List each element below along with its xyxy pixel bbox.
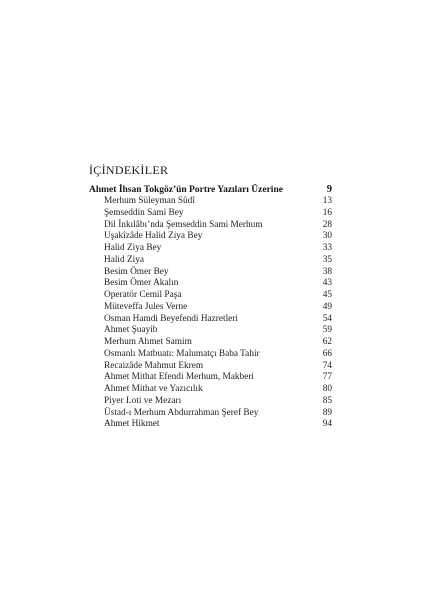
toc-entry-page: 28	[322, 219, 332, 230]
toc-entry	[89, 349, 332, 361]
toc-entry	[89, 220, 332, 232]
toc-entry	[89, 337, 332, 349]
toc-heading: İÇİNDEKİLER	[89, 163, 169, 177]
toc-entry-page: 38	[322, 266, 332, 277]
toc-entry-page: 16	[322, 207, 332, 218]
toc-section-row	[89, 184, 332, 196]
toc-entry	[89, 231, 332, 243]
toc-entry-title: Şemseddin Sami Bey	[104, 207, 184, 218]
toc-entry-title: Ahmet Mithat ve Yazıcılık	[104, 384, 203, 394]
toc-entry-list	[89, 196, 332, 431]
toc-entry-page: 89	[322, 407, 332, 418]
toc-entry-title: Merhum Süleyman Sûdî	[104, 196, 195, 206]
toc-entry	[89, 372, 332, 384]
toc-entry-title: Ahmet Hikmet	[104, 419, 160, 430]
toc-entry-title: Osman Hamdi Beyefendi Hazretleri	[104, 313, 238, 324]
toc-entry-page: 45	[322, 290, 332, 300]
toc-entry-title: Operatör Cemil Paşa	[104, 290, 182, 300]
toc-entry-title: Uşakîzâde Halid Ziya Bey	[104, 231, 203, 242]
toc-entry-page: 85	[322, 395, 332, 406]
toc-entry-title: Ahmet Şuayib	[104, 325, 158, 336]
toc-entry-title: Merhum Ahmet Samim	[104, 337, 192, 347]
toc-entry	[89, 255, 332, 267]
toc-entry-title: Osmanlı Matbuatı: Malumatçı Baba Tahir	[104, 348, 260, 359]
toc-entry-title: Müteveffa Jules Verne	[104, 301, 188, 312]
toc-entry	[89, 196, 332, 208]
toc-entry	[89, 290, 332, 302]
toc-entry-title: Ahmet Mithat Efendi Merhum, Makberi	[104, 372, 255, 383]
toc-section-title: Ahmet İhsan Tokgöz’ün Portre Yazıları Üzerine	[89, 185, 283, 195]
toc-entry-page: 74	[322, 360, 332, 371]
toc-entry	[89, 396, 332, 408]
toc-entry-title: Üstad-ı Merhum Abdurrahman Şeref Bey	[104, 407, 259, 418]
toc-entry-title: Halid Ziya Bey	[104, 243, 162, 253]
toc-entry-page: 33	[322, 243, 332, 253]
toc-entry-title: Besim Ömer Bey	[104, 266, 169, 277]
toc-entry-page: 94	[322, 419, 332, 430]
toc-entry	[89, 314, 332, 326]
toc-entry	[89, 243, 332, 255]
toc-entry	[89, 278, 332, 290]
toc-entry	[89, 325, 332, 337]
toc-entry	[89, 267, 332, 279]
toc-entry-page: 77	[322, 372, 332, 383]
toc-entry-page: 54	[322, 313, 332, 324]
toc-entry-title: Besim Ömer Akalın	[104, 278, 179, 289]
toc-entry	[89, 361, 332, 373]
toc-entry-page: 30	[322, 231, 332, 242]
toc-entry	[89, 419, 332, 431]
toc-entry-page: 62	[322, 337, 332, 347]
toc-section-page: 9	[326, 184, 332, 195]
toc-entry-page: 43	[322, 278, 332, 289]
toc-entry-page: 59	[322, 325, 332, 336]
toc-entry	[89, 208, 332, 220]
toc-entry	[89, 302, 332, 314]
toc-entry-title: Halid Ziya	[104, 254, 145, 265]
toc-entry-page: 13	[322, 196, 332, 206]
toc-entry-page: 35	[322, 254, 332, 265]
table-of-contents	[89, 184, 332, 431]
toc-entry-page: 66	[322, 348, 332, 359]
toc-entry-page: 49	[322, 301, 332, 312]
toc-entry-title: Recaizâde Mahmut Ekrem	[104, 360, 204, 371]
toc-entry	[89, 384, 332, 396]
toc-entry	[89, 408, 332, 420]
toc-entry-title: Dil İnkılâbı’nda Şemseddin Sami Merhum	[104, 219, 263, 230]
toc-entry-page: 80	[322, 384, 332, 394]
toc-entry-title: Piyer Loti ve Mezarı	[104, 395, 182, 406]
